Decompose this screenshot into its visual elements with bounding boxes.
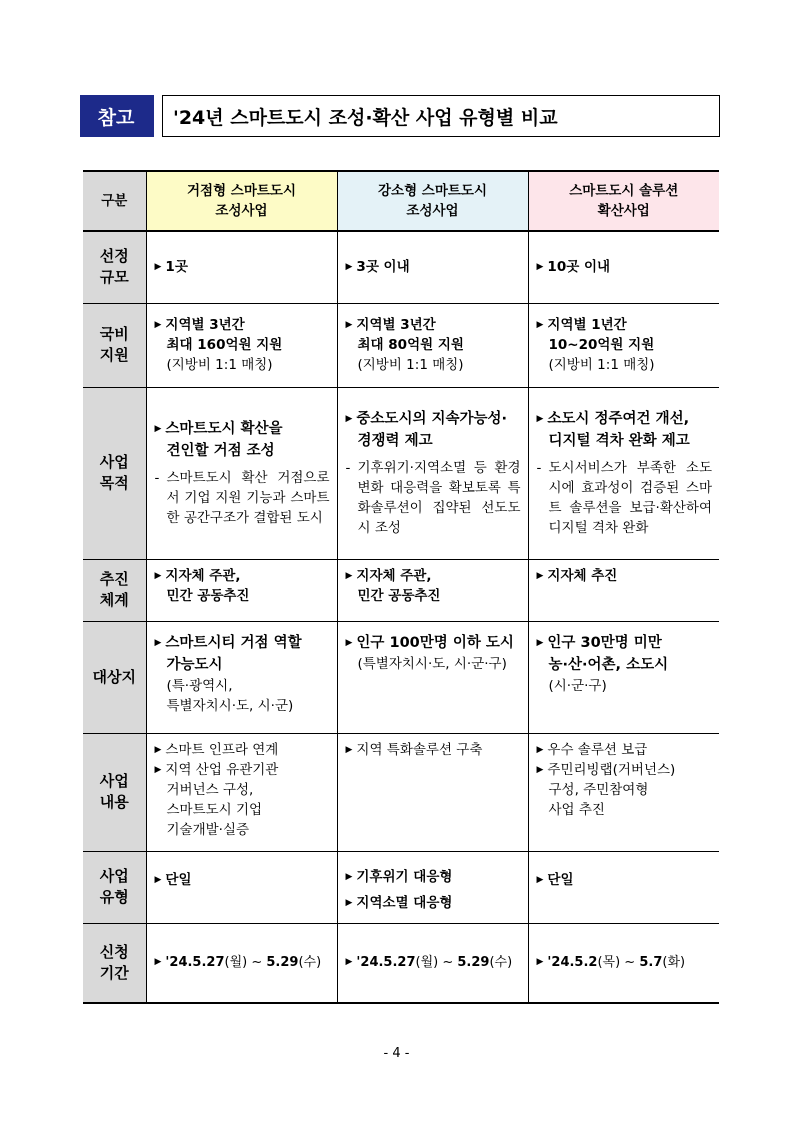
triangle-right-icon: ▶ bbox=[345, 414, 353, 424]
row-label: 선정 규모 bbox=[83, 231, 146, 303]
triangle-right-icon: ▶ bbox=[345, 262, 353, 273]
triangle-right-icon: ▶ bbox=[345, 871, 353, 882]
table-cell: ▶ 스마트 인프라 연계 ▶ 지역 산업 유관기관 거버넌스 구성, 스마트도시 기업 기술개발·실증 bbox=[146, 733, 337, 851]
table-cell: ▶ 스마트시티 거점 역할 가능도시 (특·광역시, 특별자치시·도, 시·군) bbox=[146, 621, 337, 733]
row-purpose bbox=[83, 387, 719, 559]
row-system bbox=[83, 559, 719, 621]
row-content bbox=[83, 733, 719, 851]
row-funding bbox=[83, 303, 719, 387]
header-solution-type: 스마트도시 솔루션 확산사업 bbox=[528, 171, 719, 231]
row-label: 사업 내용 bbox=[83, 733, 146, 851]
comparison-table bbox=[83, 170, 719, 1004]
row-label: 사업 유형 bbox=[83, 851, 146, 923]
page-number: - 4 - bbox=[383, 1046, 410, 1061]
triangle-right-icon: ▶ bbox=[536, 262, 544, 273]
header-hub-type: 거점형 스마트도시 조성사업 bbox=[146, 171, 337, 231]
triangle-right-icon: ▶ bbox=[345, 897, 353, 908]
reference-badge: 참고 bbox=[80, 95, 152, 137]
table-cell: ▶ 지역 특화솔루션 구축 bbox=[337, 733, 528, 851]
section-header bbox=[80, 95, 720, 137]
table-header-row bbox=[83, 171, 719, 231]
table-cell: ▶ 지자체 주관, 민간 공동추진 bbox=[337, 559, 528, 621]
table-cell: ▶ 소도시 정주여건 개선, 디지털 격차 완화 제고 - 도시서비스가 부족한 소도시에 효과성이 검증된 스마트 솔루션을 보급·확산하여 디지털 격차 완화 bbox=[528, 387, 719, 559]
triangle-right-icon: ▶ bbox=[154, 570, 162, 581]
page-title: '24년 스마트도시 조성·확산 사업 유형별 비교 bbox=[162, 95, 720, 137]
triangle-right-icon: ▶ bbox=[154, 320, 162, 330]
table-cell: ▶ 지역별 3년간 최대 80억원 지원 (지방비 1:1 매칭) bbox=[337, 303, 528, 387]
triangle-right-icon: ▶ bbox=[345, 570, 353, 581]
triangle-right-icon: ▶ bbox=[345, 744, 353, 755]
table-cell: ▶ 우수 솔루션 보급 ▶ 주민리빙랩(거버넌스) 구성, 주민참여형 사업 추진 bbox=[528, 733, 719, 851]
table-cell: ▶ 지자체 주관, 민간 공동추진 bbox=[146, 559, 337, 621]
table-cell: ▶ 인구 100만명 이하 도시 (특별자치시·도, 시·군·구) bbox=[337, 621, 528, 733]
triangle-right-icon: ▶ bbox=[345, 637, 353, 648]
triangle-right-icon: ▶ bbox=[536, 957, 544, 968]
row-label: 신청 기간 bbox=[83, 923, 146, 1003]
row-target bbox=[83, 621, 719, 733]
triangle-right-icon: ▶ bbox=[536, 764, 544, 775]
triangle-right-icon: ▶ bbox=[154, 764, 162, 775]
row-label: 국비 지원 bbox=[83, 303, 146, 387]
header-category: 구분 bbox=[83, 171, 146, 231]
triangle-right-icon: ▶ bbox=[536, 570, 544, 581]
triangle-right-icon: ▶ bbox=[154, 424, 162, 434]
table-cell: ▶ 스마트도시 확산을 견인할 거점 조성 - 스마트도시 확산 거점으로서 기업 지원 기능과 스마트한 공간구조가 결합된 도시 bbox=[146, 387, 337, 559]
row-label: 추진 체계 bbox=[83, 559, 146, 621]
table-cell: ▶ 지역별 3년간 최대 160억원 지원 (지방비 1:1 매칭) bbox=[146, 303, 337, 387]
table-cell: ▶ '24.5.27(월) ~ 5.29(수) bbox=[146, 923, 337, 1003]
row-type bbox=[83, 851, 719, 923]
triangle-right-icon: ▶ bbox=[154, 744, 162, 755]
header-small-strong-type: 강소형 스마트도시 조성사업 bbox=[337, 171, 528, 231]
triangle-right-icon: ▶ bbox=[345, 320, 353, 330]
triangle-right-icon: ▶ bbox=[536, 637, 544, 648]
triangle-right-icon: ▶ bbox=[154, 874, 162, 885]
table-cell: ▶ 1곳 bbox=[146, 231, 337, 303]
triangle-right-icon: ▶ bbox=[154, 262, 162, 273]
table-cell: ▶ 지자체 추진 bbox=[528, 559, 719, 621]
triangle-right-icon: ▶ bbox=[345, 957, 353, 968]
triangle-right-icon: ▶ bbox=[154, 957, 162, 968]
table-cell: ▶ 인구 30만명 미만 농·산·어촌, 소도시 (시·군·구) bbox=[528, 621, 719, 733]
triangle-right-icon: ▶ bbox=[536, 320, 544, 330]
table-cell: ▶ 중소도시의 지속가능성· 경쟁력 제고 - 기후위기·지역소멸 등 환경변화 대응력을 확보토록 특화솔루션이 집약된 선도도시 조성 bbox=[337, 387, 528, 559]
triangle-right-icon: ▶ bbox=[536, 874, 544, 885]
triangle-right-icon: ▶ bbox=[536, 744, 544, 755]
table-cell: ▶ 3곳 이내 bbox=[337, 231, 528, 303]
triangle-right-icon: ▶ bbox=[154, 637, 162, 648]
triangle-right-icon: ▶ bbox=[536, 414, 544, 424]
table-cell: ▶ 기후위기 대응형 ▶ 지역소멸 대응형 bbox=[337, 851, 528, 923]
table-cell: ▶ 지역별 1년간 10~20억원 지원 (지방비 1:1 매칭) bbox=[528, 303, 719, 387]
table-cell: ▶ 단일 bbox=[528, 851, 719, 923]
table-cell: ▶ 단일 bbox=[146, 851, 337, 923]
row-label: 대상지 bbox=[83, 621, 146, 733]
table-cell: ▶ '24.5.2(목) ~ 5.7(화) bbox=[528, 923, 719, 1003]
row-label: 사업 목적 bbox=[83, 387, 146, 559]
row-period bbox=[83, 923, 719, 1003]
header-divider bbox=[152, 95, 162, 137]
row-scale bbox=[83, 231, 719, 303]
table-cell: ▶ 10곳 이내 bbox=[528, 231, 719, 303]
table-cell: ▶ '24.5.27(월) ~ 5.29(수) bbox=[337, 923, 528, 1003]
